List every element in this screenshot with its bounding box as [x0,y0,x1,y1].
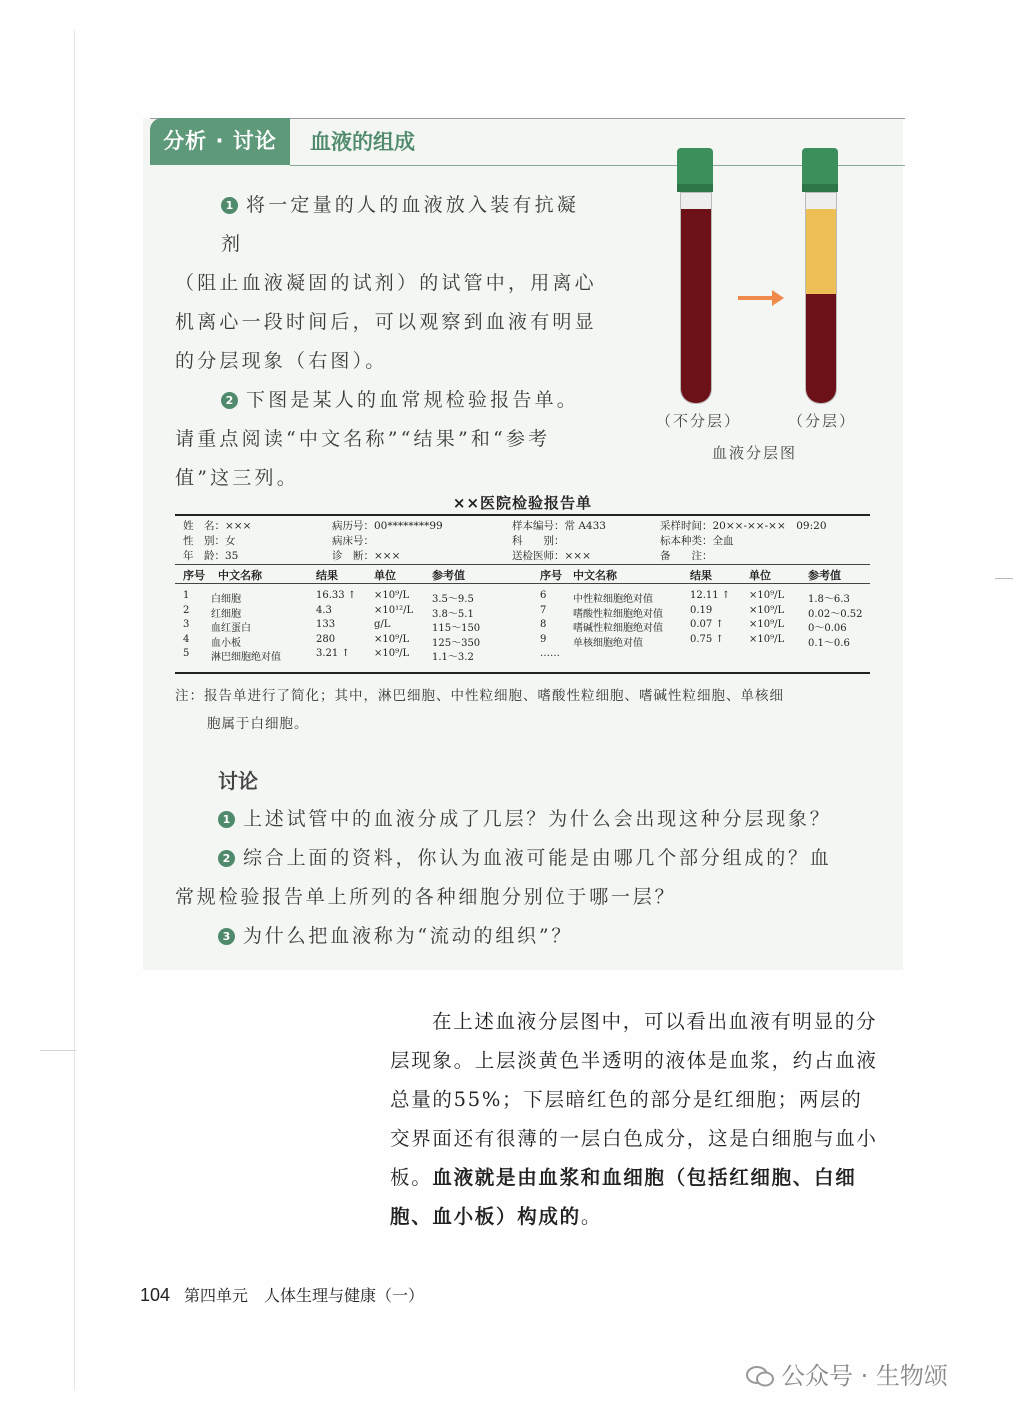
watermark [745,1356,948,1391]
body-text [390,1002,905,1236]
lab-report [175,492,870,674]
table-cell: 7 [540,604,547,616]
info-time: 采样时间：20××-××-×× 09:20 [660,520,827,532]
figure-caption: 血液分层图 [712,444,798,462]
table-cell: 0.07 ↑ [690,619,724,630]
table-cell: 280 [316,633,336,645]
table-cell: g/L [374,619,391,630]
info-dept: 科 别： [512,535,565,547]
table-cell: 嗜碱性粒细胞绝对值 [573,623,663,634]
body-line: 层现象。上层淡黄色半透明的液体是血浆，约占血液 [390,1049,878,1072]
tube-cap [677,148,713,192]
table-cell: 嗜酸性粒细胞绝对值 [573,608,663,620]
table-cell: 3.8～5.1 [432,608,474,620]
table-cell: 133 [316,619,336,630]
intro-line: 将一定量的人的血液放入装有抗凝剂 [221,194,580,255]
col-header: 序号 [540,569,562,582]
table-cell: 4 [183,633,190,645]
whole-blood [681,209,711,403]
intro-line: 机离心一段时间后，可以观察到血液有明显 [175,311,597,333]
body-line-bold: 血液就是由血浆和血细胞（包括红细胞、白细 [432,1166,857,1189]
discussion-questions [175,800,880,956]
table-cell: 4.3 [316,604,332,616]
col-header: 序号 [183,569,205,582]
page-footer [140,1283,424,1306]
info-type: 标本种类：全血 [660,535,734,547]
info-age: 年 龄：35 [183,550,239,562]
info-record: 病历号：00********99 [332,520,443,532]
body-line: 。 [580,1205,603,1228]
table-cell: 115～150 [432,623,481,634]
report-info [175,516,870,564]
col-header: 单位 [749,569,771,582]
table-cell: 0.02～0.52 [808,608,863,620]
intro-line: 下图是某人的血常规检验报告单。 [246,389,580,411]
table-cell: 0.75 ↑ [690,633,724,645]
table-cell: 1.1～3.2 [432,652,474,663]
info-remark: 备 注： [660,550,713,562]
body-line: 板。 [390,1166,433,1189]
body-line: 总量的55%；下层暗红色的部分是红细胞；两层的 [390,1088,863,1111]
table-cell: 6 [540,590,547,601]
table-cell: ×10⁹/L [374,648,410,659]
question-text: 常规检验报告单上所列的各种细胞分别位于哪一层？ [175,886,677,908]
col-header: 参考值 [808,569,841,582]
table-cell: 3 [183,619,190,630]
table-cell: 0.1～0.6 [808,637,850,649]
col-header: 中文名称 [573,569,617,582]
intro-text [175,186,600,498]
number-badge: 2 [221,392,238,409]
col-header: 中文名称 [218,569,262,582]
col-header: 单位 [374,569,396,582]
question-text: 上述试管中的血液分成了几层？为什么会出现这种分层现象？ [243,808,832,830]
blood-layer-figure [640,140,885,470]
intro-line: 请重点阅读“中文名称”“结果”和“参考 [175,428,551,450]
body-line: 在上述血液分层图中，可以看出血液有明显的分 [432,1010,878,1033]
section-tag: 分析 · 讨论 [150,118,290,165]
red-cell-layer [806,294,836,403]
table-cell: 16.33 ↑ [316,590,357,601]
wechat-icon [745,1365,775,1387]
info-bed: 病床号： [332,535,374,547]
table-cell: 白细胞 [211,594,241,605]
table-header [175,565,870,583]
margin-tick [40,1050,76,1051]
arrow-icon [738,296,774,300]
col-header: 结果 [690,569,712,582]
question-text: 为什么把血液称为“流动的组织”？ [243,925,574,947]
table-cell: 1.8～6.3 [808,594,850,605]
table-cell: 8 [540,619,547,630]
col-header: 结果 [316,569,338,582]
question-text: 综合上面的资料，你认为血液可能是由哪几个部分组成的？血 [243,847,832,869]
table-cell: ×10¹²/L [374,604,414,616]
info-name: 姓 名：××× [183,520,252,532]
table-cell: …… [540,648,560,659]
tube-glass [805,192,837,404]
report-title: ××医院检验报告单 [452,494,593,512]
intro-line: 的分层现象（右图）。 [175,350,388,372]
note-line: 胞属于白细胞。 [207,716,309,732]
page-margin-line [74,30,75,1390]
table-cell: 1 [183,590,190,601]
table-cell: 0.19 [690,604,713,616]
report-rule [175,672,870,674]
table-cell: 5 [183,648,190,659]
table-cell: ×10⁹/L [749,590,785,601]
body-line: 交界面还有很薄的一层白色成分，这是白细胞与血小 [390,1127,878,1150]
table-cell: 3.21 ↑ [316,648,350,659]
info-diag: 诊 断：××× [332,550,401,562]
number-badge: 2 [218,850,235,867]
section-title: 血液的组成 [310,130,415,154]
table-cell: 红细胞 [211,608,241,620]
table-cell: 3.5～9.5 [432,594,474,605]
table-cell: 0～0.06 [808,623,847,634]
info-doctor: 送检医师：××× [512,550,591,562]
col-header: 参考值 [432,569,465,582]
body-line-bold: 胞、血小板）构成的 [390,1205,581,1228]
label-layered: （分层） [788,412,857,430]
table-cell: ×10⁹/L [374,590,410,601]
table-cell: 单核细胞绝对值 [573,637,643,649]
tube-glass [680,192,712,404]
number-badge: 1 [221,197,238,214]
table-cell: 12.11 ↑ [690,590,731,601]
intro-line: 值”这三列。 [175,467,299,489]
table-cell: 中性粒细胞绝对值 [573,594,653,605]
table-cell: 血红蛋白 [211,623,251,634]
table-cell: ×10⁹/L [749,604,785,616]
number-badge: 1 [218,811,235,828]
table-cell: 125～350 [432,637,481,649]
discussion-title: 讨论 [218,769,258,793]
report-note [175,682,875,738]
intro-line: （阻止血液凝固的试剂）的试管中，用离心 [175,272,597,294]
table-cell: 9 [540,633,547,645]
page-number: 104 [140,1285,171,1305]
table-cell: ×10⁹/L [374,633,410,645]
table-cell: ×10⁹/L [749,619,785,630]
note-line: 注：报告单进行了简化；其中，淋巴细胞、中性粒细胞、嗜酸性粒细胞、嗜碱性粒细胞、单核细 [175,688,784,704]
margin-tick-right [995,578,1013,579]
table-cell: 血小板 [211,637,241,649]
table-cell: ×10⁹/L [749,633,785,645]
label-unlayered: （不分层） [656,412,742,430]
number-badge: 3 [218,928,235,945]
watermark-text: 公众号 · 生物颂 [781,1362,948,1390]
table-body [175,584,870,672]
table-cell: 2 [183,604,190,616]
table-cell: 淋巴细胞绝对值 [211,652,281,663]
info-sex: 性 别：女 [183,535,236,547]
tube-cap [802,148,838,192]
plasma-layer [806,209,836,294]
info-sample: 样本编号：常 A433 [512,520,606,532]
unit-title: 第四单元 人体生理与健康（一） [184,1286,425,1305]
